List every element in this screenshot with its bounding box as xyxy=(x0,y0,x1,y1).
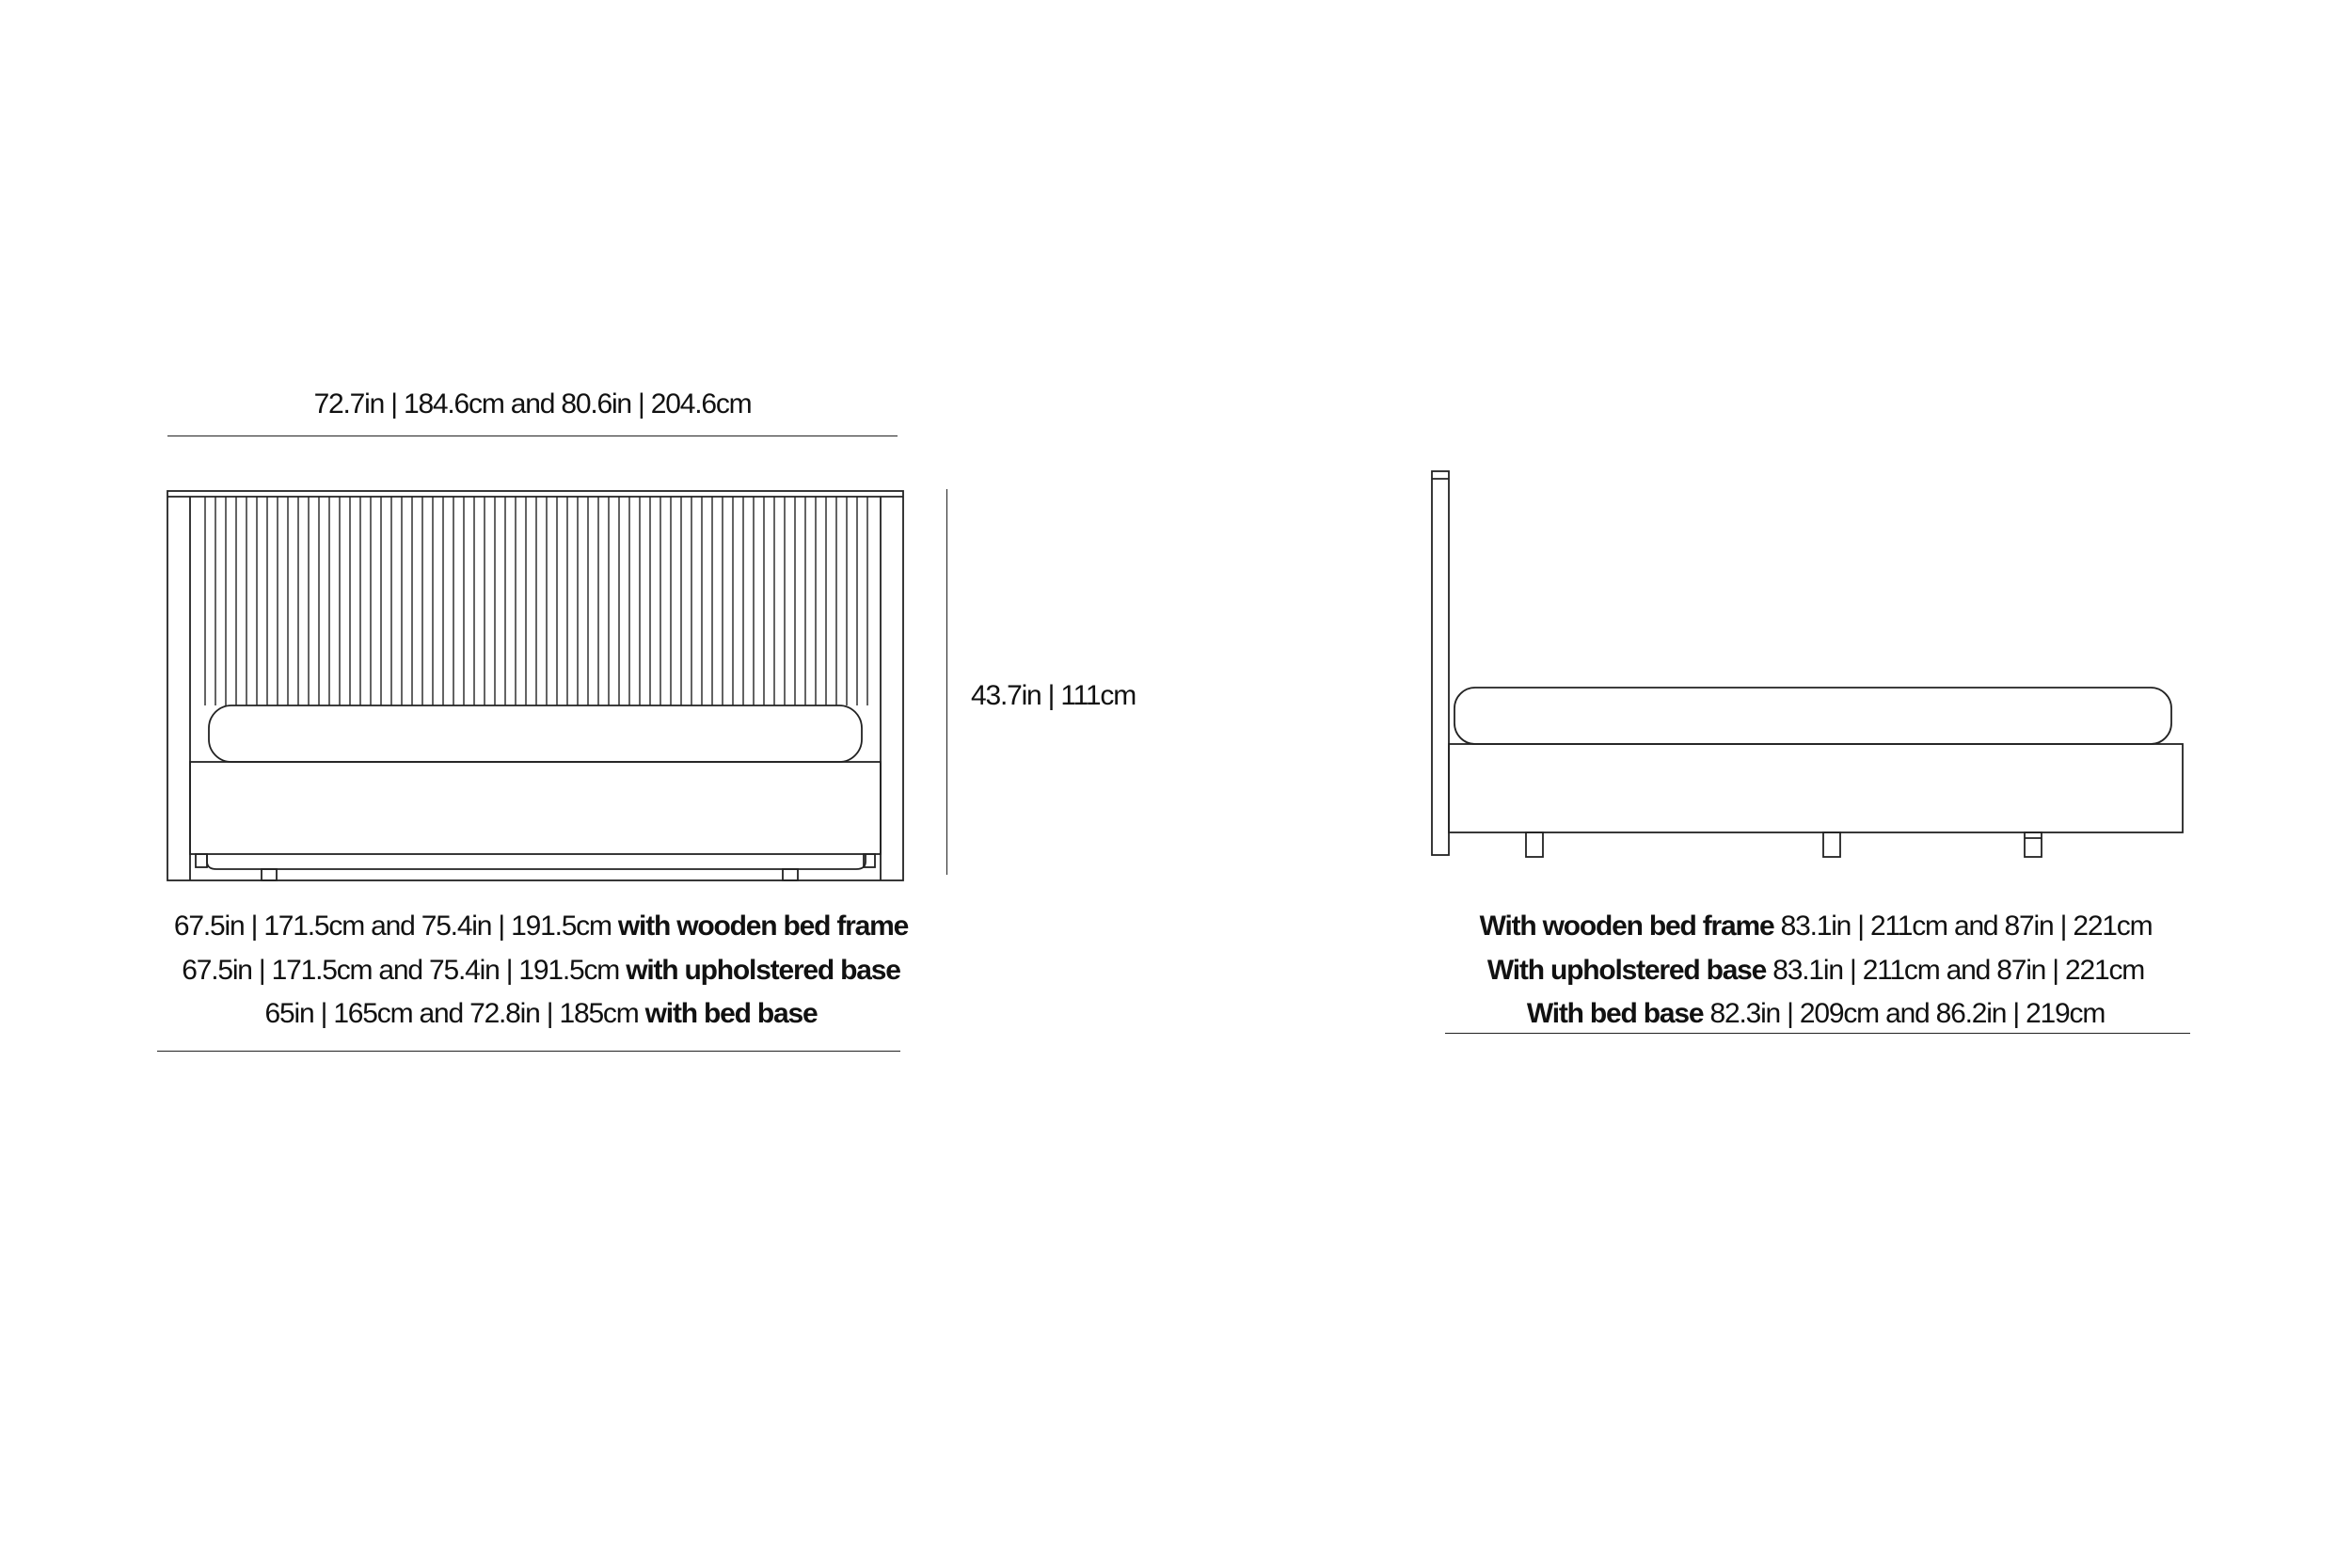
front-height-rule xyxy=(946,489,947,875)
front-length-line-3 xyxy=(122,995,960,1033)
front-width-label: 72.7in | 184.6cm and 80.6in | 204.6cm xyxy=(313,388,752,420)
front-height-label: 43.7in | 111cm xyxy=(971,680,1136,711)
front-length-qualifier: with upholstered base xyxy=(626,955,900,986)
front-length-line-1 xyxy=(122,908,960,945)
side-length-qualifier: With wooden bed frame xyxy=(1479,911,1774,942)
side-length-rule xyxy=(1445,1033,2190,1034)
front-view-drawing xyxy=(160,480,913,884)
side-view-drawing xyxy=(1421,466,2201,865)
side-length-dims: 83.1in | 211cm and 87in | 221cm xyxy=(1780,911,2153,942)
front-length-dims: 67.5in | 171.5cm and 75.4in | 191.5cm xyxy=(182,955,620,986)
front-length-dims: 67.5in | 171.5cm and 75.4in | 191.5cm xyxy=(173,911,612,942)
side-length-qualifier: With upholstered base xyxy=(1486,955,1767,986)
side-length-qualifier: With bed base xyxy=(1526,998,1704,1029)
front-length-qualifier: with wooden bed frame xyxy=(617,911,909,942)
side-length-line-3 xyxy=(1383,995,2249,1033)
side-length-line-1 xyxy=(1383,908,2249,945)
front-length-rule xyxy=(157,1051,900,1052)
front-length-qualifier: with bed base xyxy=(644,998,818,1029)
side-length-dims: 83.1in | 211cm and 87in | 221cm xyxy=(1772,955,2145,986)
front-length-dims: 65in | 165cm and 72.8in | 185cm xyxy=(264,998,639,1029)
front-length-line-2 xyxy=(122,952,960,990)
side-length-line-2 xyxy=(1383,952,2249,990)
side-length-dims: 82.3in | 209cm and 86.2in | 219cm xyxy=(1709,998,2106,1029)
